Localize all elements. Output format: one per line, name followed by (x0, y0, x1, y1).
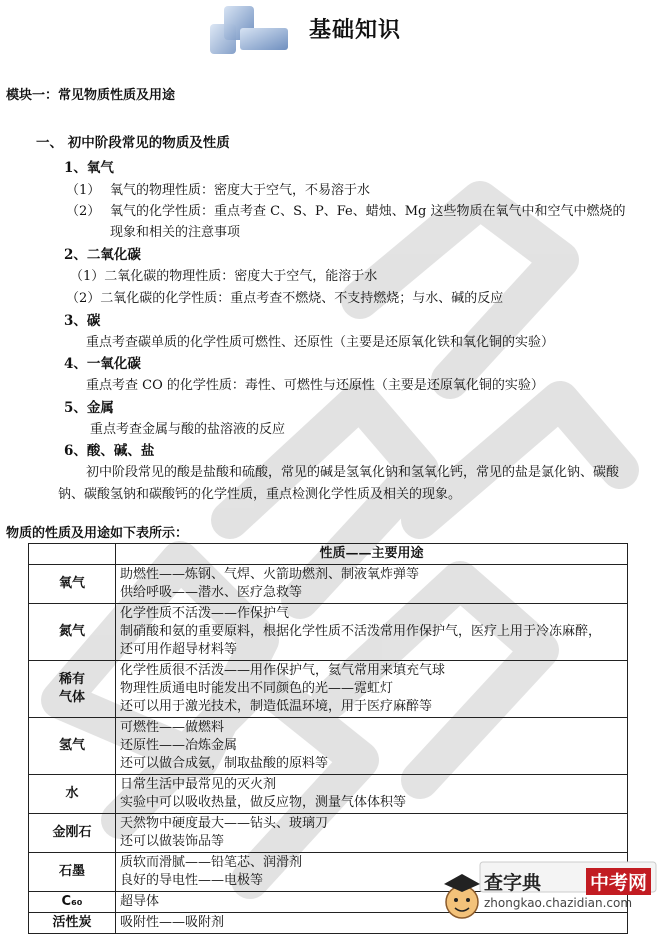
carbon-text: 重点考查碳单质的化学性质可燃性、还原性（主要是还原氧化铁和氧化铜的实验） (86, 335, 555, 350)
substance-name: 活性炭 (29, 913, 116, 934)
use-line: 天然物中硬度最大——钻头、玻璃刀 (120, 816, 329, 831)
use-line: 化学性质不活泼——作保护气 (120, 606, 290, 621)
metal-heading: 5、金属 (64, 400, 114, 416)
table-header-row (29, 544, 628, 565)
oxygen-heading: 1、氧气 (64, 160, 114, 176)
use-line: 还可以做合成氨，制取盐酸的原料等 (120, 756, 329, 771)
acid-heading: 6、酸、碱、盐 (64, 443, 155, 459)
use-line: 还可以用于激光技术，制造低温环境，用于医疗麻醉等 (120, 699, 433, 714)
use-line: 供给呼吸——潜水、医疗急救等 (120, 585, 303, 600)
use-line: 化学性质很不活泼——用作保护气，氦气常用来填充气球 (120, 663, 446, 678)
module-title: 模块一：常见物质性质及用途 (6, 88, 176, 103)
substance-name: 水 (29, 775, 116, 814)
use-line: 还可用作超导材料等 (120, 642, 238, 657)
table-row (29, 661, 628, 718)
use-line: 吸附性——吸附剂 (120, 915, 225, 930)
footer-url: zhongkao.chazidian.com (484, 896, 633, 910)
co2-p2: （2）二氧化碳的化学性质：重点考查不燃烧、不支持燃烧；与水、碱的反应 (66, 291, 504, 306)
section-title: 一、 初中阶段常见的物质及性质 (36, 135, 230, 151)
footer-sub: 中考网 (586, 868, 651, 895)
table-row (29, 565, 628, 604)
substance-name: C₆₀ (29, 892, 116, 913)
header-logo (208, 6, 292, 58)
co2-p1: （1）二氧化碳的物理性质：密度大于空气，能溶于水 (70, 269, 378, 284)
use-line: 日常生活中最常见的灭火剂 (120, 777, 277, 792)
table-intro: 物质的性质及用途如下表所示： (6, 526, 189, 541)
use-line: 超导体 (120, 894, 160, 909)
substance-name: 氢气 (29, 718, 116, 775)
use-line: 质软而滑腻——铅笔芯、润滑剂 (120, 855, 303, 870)
substance-name: 氮气 (29, 604, 116, 661)
use-line: 可燃性——做燃料 (120, 720, 225, 735)
table-row (29, 718, 628, 775)
co-heading: 4、一氧化碳 (64, 356, 141, 372)
metal-text: 重点考查金属与酸的盐溶液的反应 (90, 422, 286, 437)
substance-uses (116, 814, 628, 853)
use-line: 还可以做装饰品等 (120, 834, 225, 849)
use-line: 良好的导电性——电极等 (120, 873, 264, 888)
use-line: 制硝酸和氨的重要原料，根据化学性质不活泼常用作保护气，医疗上用于冷冻麻醉， (120, 624, 602, 639)
table-row (29, 814, 628, 853)
substance-uses (116, 775, 628, 814)
table-header-name (29, 544, 116, 565)
co-text: 重点考查 CO 的化学性质：毒性、可燃性与还原性（主要是还原氧化铜的实验） (86, 378, 544, 393)
oxygen-p2-num: （2） (66, 204, 101, 219)
substance-uses (116, 604, 628, 661)
acid-line1: 初中阶段常见的酸是盐酸和硫酸，常见的碱是氢氧化钠和氢氧化钙，常见的盐是氯化钠、碳酸 (86, 465, 620, 480)
oxygen-p2-line1: 氧气的化学性质：重点考查 C、S、P、Fe、蜡烛、Mg 这些物质在氧气中和空气中燃烧的 (110, 204, 626, 219)
substance-name: 氧气 (29, 565, 116, 604)
use-line: 还原性——冶炼金属 (120, 738, 238, 753)
page-title: 基础知识 (309, 18, 402, 43)
use-line: 实验中可以吸收热量，做反应物，测量气体体积等 (120, 795, 407, 810)
oxygen-p2-line2: 现象和相关的注意事项 (110, 225, 241, 240)
oxygen-p1-num: （1） (66, 183, 101, 198)
acid-line2: 钠、碳酸氢钠和碳酸钙的化学性质，重点检测化学性质及相关的现象。 (58, 487, 462, 502)
use-line: 助燃性——炼钢、气焊、火箭助燃剂、制液氧炸弹等 (120, 567, 420, 582)
table-header-uses: 性质——主要用途 (116, 544, 628, 565)
substance-name: 金刚石 (29, 814, 116, 853)
footer-brand: 查字典 (484, 872, 542, 894)
substance-uses (116, 718, 628, 775)
use-line: 物理性质通电时能发出不同颜色的光——霓虹灯 (120, 681, 394, 696)
substance-name: 稀有 气体 (29, 661, 116, 718)
co2-heading: 2、二氧化碳 (64, 247, 141, 263)
substance-name: 石墨 (29, 853, 116, 892)
table-row (29, 604, 628, 661)
carbon-heading: 3、碳 (64, 313, 101, 329)
oxygen-p1-text: 氧气的物理性质：密度大于空气，不易溶于水 (110, 183, 371, 198)
substance-uses (116, 661, 628, 718)
table-row (29, 775, 628, 814)
substance-uses (116, 565, 628, 604)
